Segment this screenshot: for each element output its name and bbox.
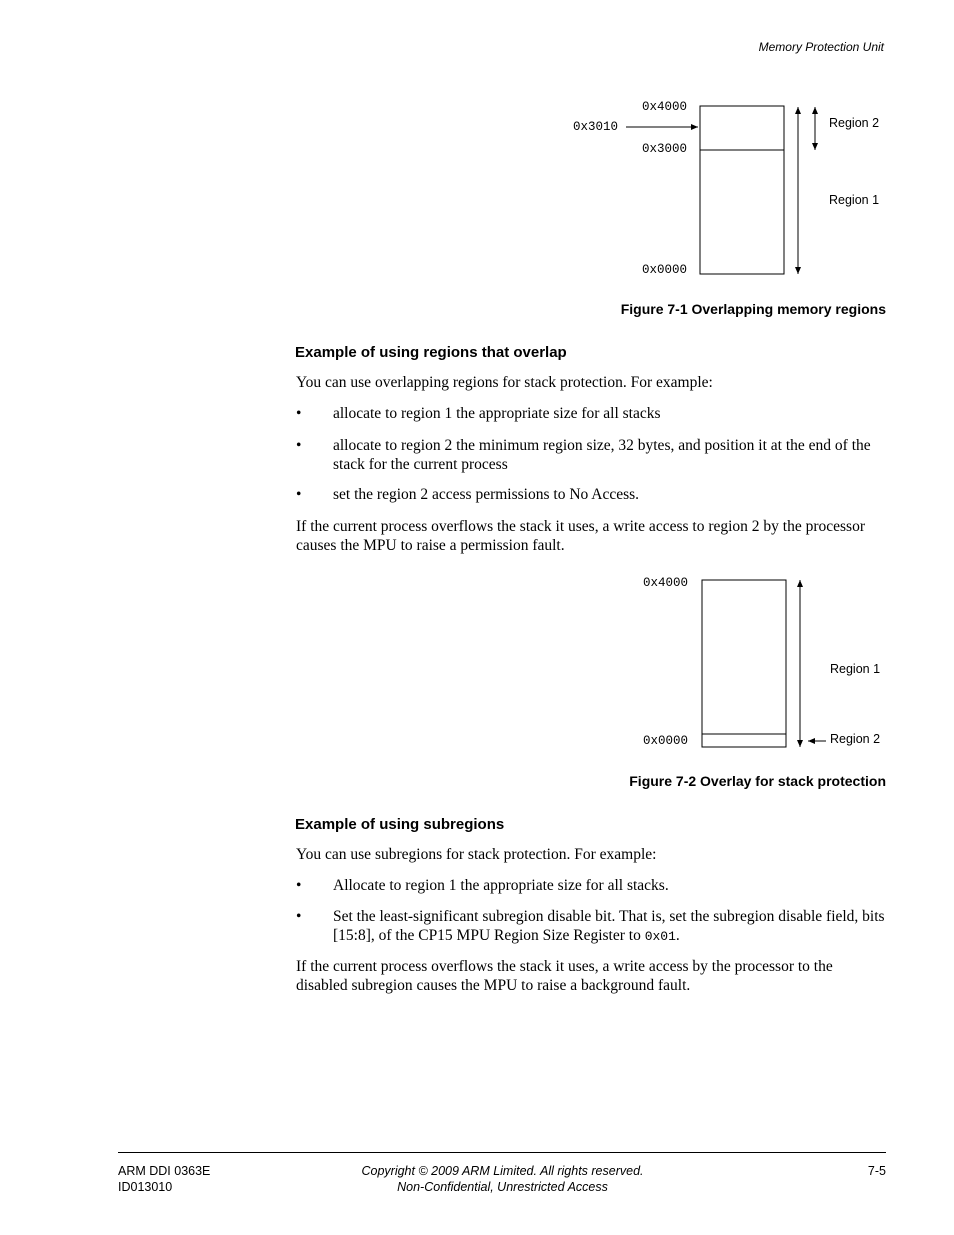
copyright-notice: Copyright © 2009 ARM Limited. All rights reserved. [361, 1164, 644, 1178]
region-2-label: Region 2 [829, 116, 880, 130]
bullet-marker: • [296, 437, 302, 454]
address-label-0x3000: 0x3000 [642, 142, 688, 156]
bullet-marker: • [296, 405, 302, 422]
paragraph-conclusion-overlap: If the current process overflows the stack it uses, a write access to region 2 by the processor causes the MPU to raise a permission fault. [296, 518, 866, 554]
address-label-0x4000: 0x4000 [643, 576, 689, 590]
running-header: Memory Protection Unit [758, 40, 884, 54]
list-item: allocate to region 2 the minimum region size, 32 bytes, and position it at the end of the stack for the current process [333, 437, 871, 473]
footer-left [118, 1163, 210, 1195]
bullet-marker: • [296, 486, 302, 503]
figure-caption-7-2: Figure 7-2 Overlay for stack protection [629, 773, 886, 789]
issue-id: ID013010 [118, 1180, 173, 1194]
figure-overlay-stack-protection [0, 560, 954, 760]
region-1-label: Region 1 [830, 662, 881, 676]
list-item: Allocate to region 1 the appropriate size for all stacks. [333, 877, 669, 894]
bullet-marker: • [296, 908, 302, 925]
section-heading-subregions: Example of using subregions [295, 816, 505, 833]
figure-overlapping-memory-regions [0, 0, 954, 300]
footer-center [300, 1163, 705, 1195]
region-1-label: Region 1 [829, 193, 880, 207]
list-item [333, 908, 889, 946]
list-item: set the region 2 access permissions to No Access. [333, 486, 640, 503]
paragraph-intro-overlap: You can use overlapping regions for stack protection. For example: [296, 374, 713, 391]
paragraph-intro-subregions: You can use subregions for stack protection. For example: [296, 846, 657, 863]
address-label-0x0000: 0x0000 [643, 734, 689, 748]
bullet-marker: • [296, 877, 302, 894]
document-id: ARM DDI 0363E [118, 1164, 211, 1178]
access-notice: Non-Confidential, Unrestricted Access [397, 1180, 608, 1194]
list-item-punctuation: . [675, 926, 680, 944]
memory-map-diagram-2 [0, 560, 954, 760]
register-value-code: 0x01 [644, 928, 676, 944]
memory-block [702, 580, 786, 747]
list-item: allocate to region 1 the appropriate size for all stacks [333, 405, 661, 422]
memory-map-diagram-1 [0, 0, 954, 300]
section-heading-overlap: Example of using regions that overlap [295, 344, 567, 361]
figure-caption-7-1: Figure 7-1 Overlapping memory regions [620, 301, 886, 317]
list-item-text: Set the least-significant subregion disable bit. That is, set the subregion disable field, bits [15:8], of the CP15 MPU Region Size Register to [333, 908, 885, 944]
address-label-0x0000: 0x0000 [642, 263, 688, 277]
address-label-0x3010: 0x3010 [573, 120, 619, 134]
region-2-label: Region 2 [830, 732, 881, 746]
footer-divider [118, 1152, 886, 1153]
address-label-0x4000: 0x4000 [642, 100, 688, 114]
paragraph-conclusion-subregions: If the current process overflows the stack it uses, a write access by the processor to the disabled subregion causes the MPU to raise a background fault. [296, 958, 833, 994]
memory-block [700, 106, 784, 274]
page-number: 7-5 [867, 1164, 886, 1178]
